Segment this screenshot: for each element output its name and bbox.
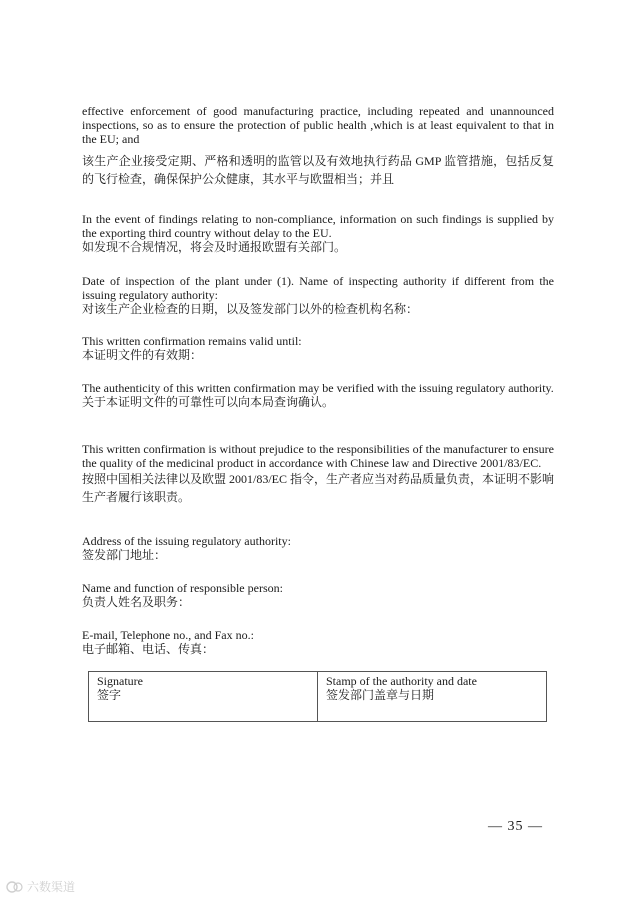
paragraph-gmp-enforcement bbox=[82, 104, 554, 188]
watermark bbox=[6, 878, 75, 895]
paragraph-en: Date of inspection of the plant under (1). Name of inspecting authority if different from the issuing regulatory authority: bbox=[82, 274, 554, 302]
page-number: — 35 — bbox=[488, 819, 543, 834]
paragraph-en: The authenticity of this written confirmation may be verified with the issuing regulatory authority. bbox=[82, 381, 554, 395]
paragraph-zh: 按照中国相关法律以及欧盟 2001/83/EC 指令，生产者应当对药品质量负责，本证明不影响生产者履行该职责。 bbox=[82, 472, 555, 504]
paragraph-zh: 电子邮箱、电话、传真： bbox=[82, 642, 215, 656]
paragraph-validity bbox=[82, 334, 554, 362]
stamp-cell bbox=[318, 672, 547, 722]
paragraph-en: In the event of findings relating to non-compliance, information on such findings is supplied by the exporting third country without delay to the EU. bbox=[82, 212, 554, 240]
watermark-logo-icon bbox=[6, 880, 24, 894]
paragraph-zh: 关于本证明文件的可靠性可以向本局查询确认。 bbox=[82, 395, 335, 409]
paragraph-contact bbox=[82, 628, 554, 656]
watermark-text: 六数渠道 bbox=[27, 880, 76, 894]
paragraph-en: Name and function of responsible person: bbox=[82, 581, 283, 595]
signature-label-zh: 签字 bbox=[97, 688, 122, 702]
paragraph-zh: 该生产企业接受定期、严格和透明的监管以及有效地执行药品 GMP 监管措施，包括反复的飞行检查，确保保护公众健康，其水平与欧盟相当；并且 bbox=[82, 154, 554, 186]
paragraph-en: Address of the issuing regulatory authority: bbox=[82, 534, 291, 548]
paragraph-en: E-mail, Telephone no., and Fax no.: bbox=[82, 628, 254, 642]
paragraph-zh: 本证明文件的有效期： bbox=[82, 348, 203, 362]
stamp-label-en: Stamp of the authority and date bbox=[326, 674, 477, 688]
stamp-label-zh: 签发部门盖章与日期 bbox=[326, 688, 435, 702]
paragraph-responsibility bbox=[82, 442, 554, 506]
paragraph-responsible-person bbox=[82, 581, 554, 609]
signature-label-en: Signature bbox=[97, 674, 143, 688]
paragraph-en: This written confirmation is without prejudice to the responsibilities of the manufacturer to ensure the quality of the medicinal product in accordance with Chinese law and Directive 2001/83/EC. bbox=[82, 442, 554, 470]
paragraph-non-compliance bbox=[82, 212, 554, 254]
paragraph-en: effective enforcement of good manufacturing practice, including repeated and unannounced inspections, so as to ensure the protection of public health ,which is at least equivalent to that in the EU; and bbox=[82, 104, 554, 146]
paragraph-zh: 对该生产企业检查的日期，以及签发部门以外的检查机构名称： bbox=[82, 302, 419, 316]
paragraph-authority-address bbox=[82, 534, 554, 562]
paragraph-zh: 负责人姓名及职务： bbox=[82, 595, 191, 609]
signature-cell bbox=[89, 672, 318, 722]
paragraph-inspection-date bbox=[82, 274, 554, 316]
paragraph-authenticity bbox=[82, 381, 554, 409]
signature-table bbox=[88, 671, 547, 722]
paragraph-en: This written confirmation remains valid until: bbox=[82, 334, 302, 348]
paragraph-zh: 签发部门地址： bbox=[82, 548, 167, 562]
paragraph-zh: 如发现不合规情况，将会及时通报欧盟有关部门。 bbox=[82, 240, 347, 254]
